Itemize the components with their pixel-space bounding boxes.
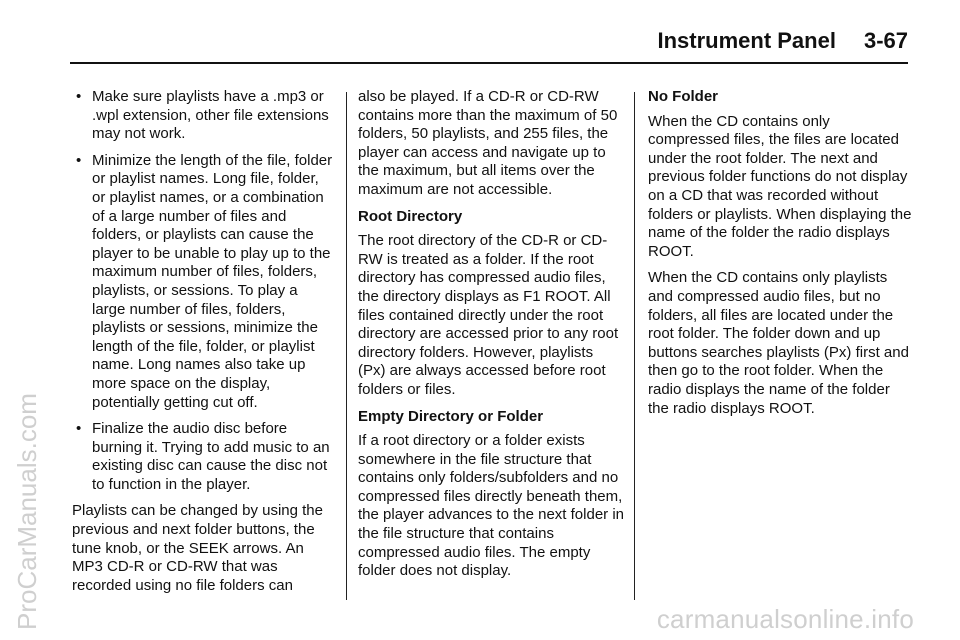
section-title: Instrument Panel	[657, 28, 836, 53]
no-folder-paragraph-1: When the CD contains only compressed files, the files are located under the root folder. The next and previous folder functions do not display on a CD that was recorded without folders or playlists. When displaying the name of the folder the radio displays ROOT.	[648, 112, 912, 260]
page-number: 3-67	[863, 28, 908, 53]
no-folder-heading: No Folder	[648, 88, 718, 105]
list-item-text: Make sure playlists have a .mp3 or .wpl extension, other file extensions may not work.	[92, 88, 329, 143]
column-divider	[346, 92, 347, 600]
header-divider	[70, 62, 908, 64]
list-item-text: Finalize the audio disc before burning it. Trying to add music to an existing disc can cause the disc not to function in the player.	[92, 420, 330, 493]
page-header	[657, 28, 908, 54]
bullet-icon: •	[76, 420, 82, 438]
empty-directory-heading: Empty Directory or Folder	[358, 407, 544, 425]
no-folder-paragraph-2: When the CD contains only playlists and compressed audio files, but no folders, all files are located under the root folder. The folder down and up buttons searches playlists (Px) first and then go to the root folder. When the radio displays the name of the folder the radio displays ROOT.	[648, 269, 909, 417]
list-item-text: Minimize the length of the file, folder or playlist names. Long file, folder, or playlist names, or a combination of a large number of files and folders, or playlists can cause the player to be unable to play up to the maximum number of files, folders, playlists, or sessions. To play a large number of files, folders, playlists or sessions, minimize the length of the file, folder, or playlist name. Long names also take up more space on the display, potentially getting cut off.	[92, 151, 333, 411]
root-directory-paragraph: The root directory of the CD-R or CD-RW is treated as a folder. If the root directory has compressed audio files, the directory displays as F1 ROOT. All files contained directly under the root directory are accessed prior to any root directory folders. However, playlists (Px) are always accessed before root folders or files.	[358, 232, 619, 398]
column-2	[358, 88, 624, 589]
list-item	[72, 420, 334, 494]
side-watermark: ProCarManuals.com	[12, 393, 42, 630]
intro-paragraph: also be played. If a CD-R or CD-RW contains more than the maximum of 50 folders, 50 playlists, and 255 files, the player can access and navigate up to the maximum, but all items over the maximum are not accessible.	[358, 88, 618, 198]
bullet-icon: •	[76, 88, 82, 105]
column-3	[648, 88, 914, 426]
playlists-paragraph: Playlists can be changed by using the previous and next folder buttons, the tune knob, or the SEEK arrows. An MP3 CD-R or CD-RW that was recorded using no file folders can	[72, 502, 323, 594]
bottom-watermark: carmanualsonline.info	[656, 604, 914, 634]
list-item	[72, 88, 334, 144]
bullet-icon: •	[76, 151, 82, 169]
empty-directory-paragraph: If a root directory or a folder exists somewhere in the file structure that contains only folders/subfolders and no compressed files directly beneath them, the player advances to the next folder in the file structure that contains compressed audio files. The empty folder does not display.	[358, 432, 625, 580]
column-1	[72, 88, 334, 603]
column-divider	[634, 92, 635, 600]
root-directory-heading: Root Directory	[358, 207, 463, 225]
list-item	[72, 152, 334, 412]
bullet-list	[72, 88, 334, 494]
